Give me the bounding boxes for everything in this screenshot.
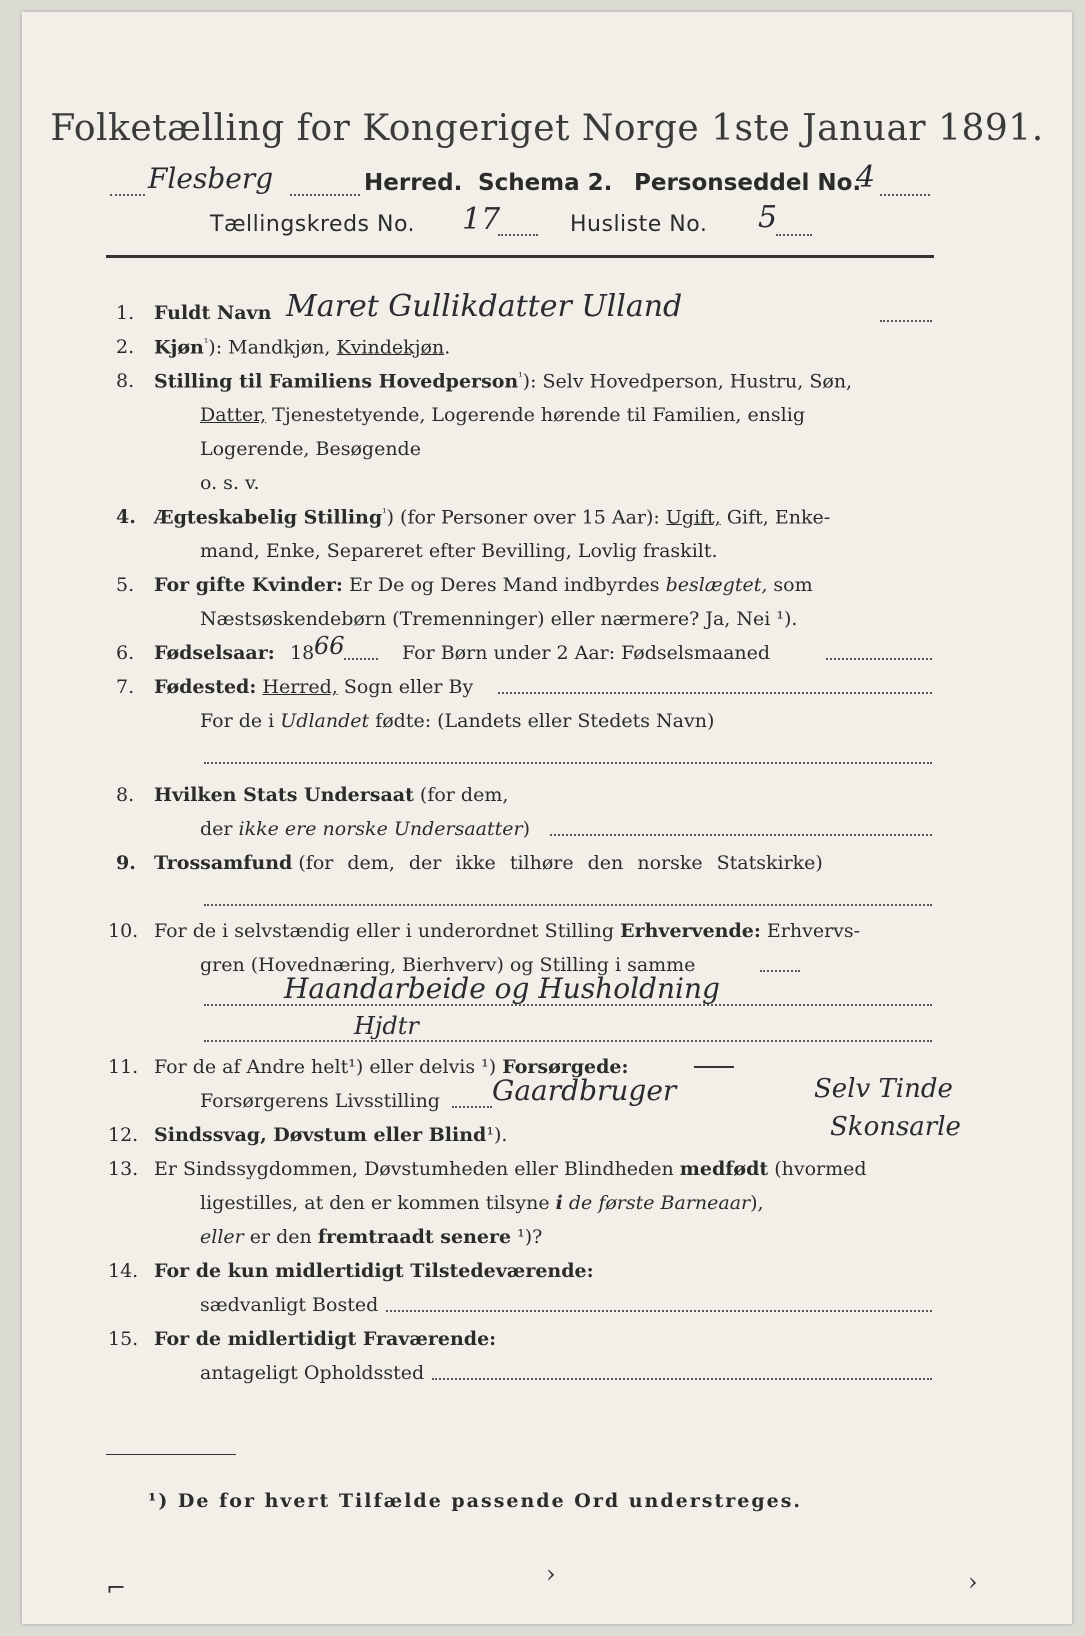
footnote-ref: ¹ [203,336,209,349]
q3-line2 [200,404,805,426]
q1-number: 1. [116,302,135,324]
dotted-line [432,1378,932,1380]
dotted-line [204,762,932,764]
handwritten-dash [694,1066,734,1068]
dotted-line [760,970,800,972]
q3-label: Stilling til Familiens Hovedperson [154,370,519,393]
q7-label: Fødested: [154,676,257,698]
q13-line3 [200,1226,542,1248]
q13-number: 13. [108,1158,139,1180]
q6-year-value: 66 [314,632,345,660]
q5-text-end: som [773,574,813,596]
q10-line1 [154,920,860,942]
q14-line2: sædvanligt Bosted [200,1294,379,1316]
q2-options: ): Mandkjøn, [208,336,331,359]
form-title: Folketælling for Kongeriget Norge 1ste Januar 1891. [50,108,1044,149]
q8-line1 [154,784,508,806]
q13-line2 [200,1192,764,1214]
footnote-ref: ¹ [382,506,387,519]
q12-label: Sindssvag, Døvstum eller Blind [154,1124,487,1146]
dotted-line [776,234,812,236]
q15-number: 15. [108,1328,139,1350]
q5-emph: beslægtet, [665,574,768,596]
q11-value-1: Gaardbruger [492,1074,677,1107]
q7-line2 [200,710,714,732]
herred-label: Herred. [364,170,463,196]
center-mark: › [546,1560,556,1588]
q1-name-value: Maret Gullikdatter Ulland [286,289,683,324]
q6-number: 6. [116,642,135,664]
dotted-line [550,834,932,836]
q6-label: Fødselsaar: [154,642,275,664]
q10-value-2: Hjdtr [354,1012,419,1040]
q4-options-1: ) (for Personer over 15 Aar): [386,506,660,529]
q10-text-end: Erhvervs- [766,920,861,942]
q11-helt: helt [311,1056,349,1078]
q12-line1 [154,1124,507,1146]
q10-value-1: Haandarbeide og Husholdning [284,972,720,1005]
dotted-line [498,234,538,236]
husliste-label: Husliste No. [570,212,708,237]
q11-text: For de af Andre [154,1056,305,1078]
q10-number: 10. [108,920,139,942]
q4-line1 [154,506,830,528]
q11-number: 11. [108,1056,139,1078]
kreds-label: Tællingskreds No. [210,212,416,237]
q14-label: For de kun midlertidigt Tilstedeværende: [154,1260,594,1282]
q2-selected: Kvindekjøn [336,336,445,359]
q7-line1 [154,676,473,698]
q2-label: Kjøn [154,336,204,359]
dotted-line [880,194,930,196]
q11-line2: Forsørgerens Livsstilling [200,1090,440,1112]
q11-text-2: ¹) eller delvis ¹) [348,1056,497,1078]
q13-text-2: ligestilles, at den er kommen tilsyne [200,1192,550,1214]
q9-label: Trossamfund [154,852,293,874]
q12-number: 12. [108,1124,139,1146]
q9-text: (for dem, der ikke tilhøre den norske Statskirke) [298,852,823,874]
q13-text-3: ), [750,1192,764,1214]
q8-text: (for dem, [419,784,509,806]
q1-label: Fuldt Navn [154,302,272,324]
q13-i: i [555,1192,563,1214]
dotted-line [344,658,378,660]
q13-text-end: (hvormed [774,1158,867,1180]
dotted-line [386,1310,932,1312]
q13-bold-2: fremtraadt senere [317,1226,512,1248]
q5-line1 [154,574,813,596]
personseddel-label: Personseddel No. [634,170,862,196]
dotted-line [880,320,932,322]
census-form [22,12,1072,1624]
husliste-value: 5 [758,200,778,235]
q2-number: 2. [116,336,135,358]
footnote: ¹) De for hvert Tilfælde passende Ord understreges. [148,1490,803,1512]
q13-eller: eller [200,1226,244,1248]
q4-number: 4. [116,506,136,528]
dotted-line [204,904,932,906]
dotted-line [452,1106,492,1108]
corner-mark: ⌐ [106,1574,127,1602]
q7-emph: Udlandet [280,710,370,732]
q3-line1 [154,370,852,392]
dotted-line [204,1004,932,1006]
q3-selected: Datter, [200,404,267,426]
q13-end: ¹)? [517,1226,543,1248]
q14-number: 14. [108,1260,139,1282]
q13-text-4: er den [249,1226,312,1248]
q11-value-3: Skonsarle [830,1112,961,1142]
q13-text: Er Sindssygdommen, Døvstumheden eller Blindheden [154,1158,674,1180]
q5-text: Er De og Deres Mand indbyrdes [348,574,660,596]
kreds-value: 17 [462,202,501,237]
q10-bold: Erhvervende: [620,920,761,942]
q8-emph: ikke ere norske Undersaatter [238,818,523,840]
dotted-line [826,658,932,660]
q5-line2: Næstsøskendebørn (Tremenninger) eller nærmere? Ja, Nei ¹). [200,608,798,630]
q10-text: For de i selvstændig eller i underordnet Stilling [154,920,615,942]
q13-emph: de første Barneaar [568,1192,751,1214]
personseddel-value: 4 [856,160,876,195]
q10-line2: gren (Hovednæring, Bierhverv) og Stilling i samme [200,954,696,976]
q9-number: 9. [116,852,136,874]
q7-number: 7. [116,676,135,698]
dotted-line [290,194,360,196]
q6-year-prefix: 18 [290,642,315,664]
q4-label: Ægteskabelig Stilling [154,506,383,529]
schema-label: Schema 2. [478,170,613,196]
q7-selected: Herred, [262,676,338,698]
q12-text: ¹). [486,1124,508,1146]
q7-options: Sogn eller By [343,676,474,698]
q8-text-2: der [200,818,233,840]
q5-label: For gifte Kvinder: [154,574,343,596]
q3-line3: Logerende, Besøgende [200,438,421,460]
header-rule [106,255,934,258]
q4-selected: Ugift, [665,506,721,529]
q7-text-end: fødte: (Landets eller Stedets Navn) [375,710,715,732]
q3-options-1: ): Selv Hovedperson, Hustru, Søn, [522,370,853,393]
q11-bold: Forsørgede: [502,1056,629,1078]
q3-options-2: Tjenestetyende, Logerende hørende til Familien, enslig [272,404,805,426]
dotted-line [110,194,145,196]
q2-line [154,336,450,358]
q15-line2: antageligt Opholdssted [200,1362,425,1384]
q8-number: 8. [116,784,135,806]
footnote-ref: ¹ [518,370,523,383]
q8-line2 [200,818,530,840]
q15-label: For de midlertidigt Fraværende: [154,1328,497,1350]
q11-value-2: Selv Tinde [814,1074,953,1104]
dotted-line [204,1040,932,1042]
q8-label: Hvilken Stats Undersaat [154,784,414,806]
dotted-line [498,692,932,694]
corner-mark-right: › [968,1568,978,1596]
q7-text: For de i [200,710,275,732]
q13-line1 [154,1158,867,1180]
q9-line1 [154,852,823,874]
q4-options-2: Gift, Enke- [726,506,831,529]
q5-number: 5. [116,574,135,596]
q6-rest: For Børn under 2 Aar: Fødselsmaaned [402,642,771,664]
footnote-rule [106,1454,236,1455]
q3-line4: o. s. v. [200,472,260,494]
q3-number: 8. [116,370,135,392]
herred-value: Flesberg [148,162,274,195]
q8-text-end: ) [522,818,531,840]
q4-line2: mand, Enke, Separeret efter Bevilling, Lovlig fraskilt. [200,540,718,562]
q13-bold: medfødt [679,1158,769,1180]
q2-end: . [444,336,451,359]
